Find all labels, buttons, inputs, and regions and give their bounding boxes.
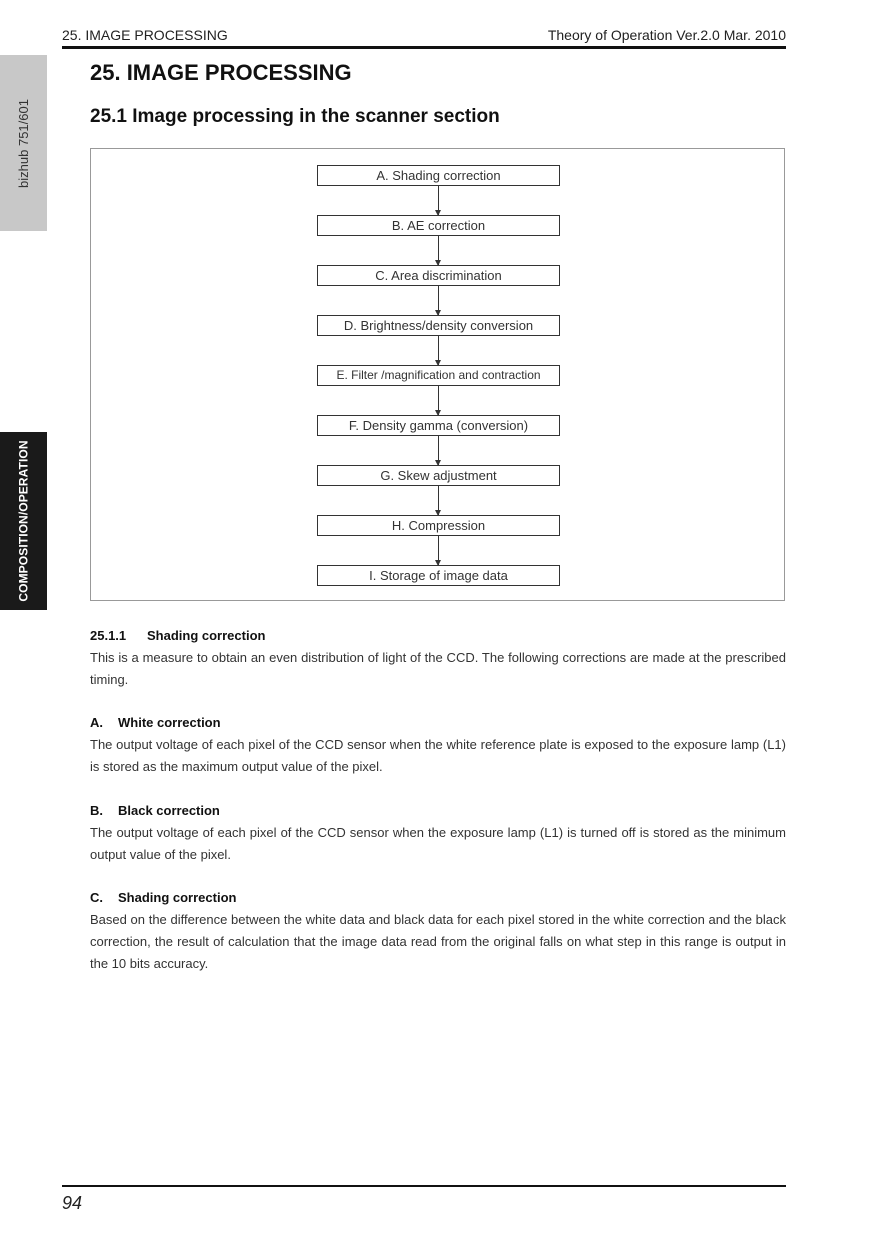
flow-step: F. Density gamma (conversion)	[317, 415, 560, 436]
page-number: 94	[62, 1193, 83, 1213]
side-tab-model	[0, 55, 47, 231]
flow-step: A. Shading correction	[317, 165, 560, 186]
item-text-shading-correction: Based on the difference between the white data and black data for each pixel stored in the white correction and the black correction, the result of calculation that the image data read from the original falls on what step in this range is output in the 10 bits accuracy.	[90, 912, 786, 971]
flow-step: G. Skew adjustment	[317, 465, 560, 486]
item-heading-white-correction	[90, 715, 221, 730]
page-header-left: 25. IMAGE PROCESSING	[62, 27, 228, 43]
header-rule	[62, 46, 786, 49]
page-title: 25. IMAGE PROCESSING	[90, 60, 352, 85]
flow-arrow	[438, 236, 439, 265]
subsection-heading	[90, 628, 265, 643]
item-title: White correction	[118, 715, 221, 730]
flow-arrow	[438, 286, 439, 315]
flowchart	[90, 148, 785, 601]
side-tab-model-label: bizhub 751/601	[16, 98, 32, 188]
flow-arrow	[438, 186, 439, 215]
flow-step: B. AE correction	[317, 215, 560, 236]
item-letter: A.	[90, 715, 103, 730]
flow-step: D. Brightness/density conversion	[317, 315, 560, 336]
footer-rule	[62, 1185, 786, 1187]
item-letter: B.	[90, 803, 103, 818]
item-title: Black correction	[118, 803, 220, 818]
flow-arrow	[438, 536, 439, 565]
subsection-text: This is a measure to obtain an even distribution of light of the CCD. The following corrections are made at the prescribed timing.	[90, 650, 786, 687]
item-text-black-correction: The output voltage of each pixel of the CCD sensor when the exposure lamp (L1) is turned off is stored as the minimum output value of the pixel.	[90, 825, 786, 862]
item-text-white-correction: The output voltage of each pixel of the CCD sensor when the white reference plate is exposed to the exposure lamp (L1) is stored as the maximum output value of the pixel.	[90, 737, 786, 774]
flow-arrow	[438, 336, 439, 365]
flow-step: H. Compression	[317, 515, 560, 536]
flow-step: E. Filter /magnification and contraction	[317, 365, 560, 386]
flow-arrow	[438, 436, 439, 465]
flow-step: I. Storage of image data	[317, 565, 560, 586]
item-letter: C.	[90, 890, 103, 905]
section-heading: 25.1 Image processing in the scanner section	[90, 106, 500, 127]
flow-arrow	[438, 386, 439, 415]
item-heading-black-correction	[90, 803, 220, 818]
side-tab-chapter-label: COMPOSITION/OPERATION	[16, 440, 31, 602]
page-header-right: Theory of Operation Ver.2.0 Mar. 2010	[547, 27, 786, 43]
item-title: Shading correction	[118, 890, 237, 905]
subsection-title: Shading correction	[147, 628, 266, 643]
side-tab-chapter	[0, 432, 47, 610]
subsection-number: 25.1.1	[90, 628, 127, 643]
item-heading-shading-correction	[90, 890, 236, 905]
flow-arrow	[438, 486, 439, 515]
flow-step: C. Area discrimination	[317, 265, 560, 286]
